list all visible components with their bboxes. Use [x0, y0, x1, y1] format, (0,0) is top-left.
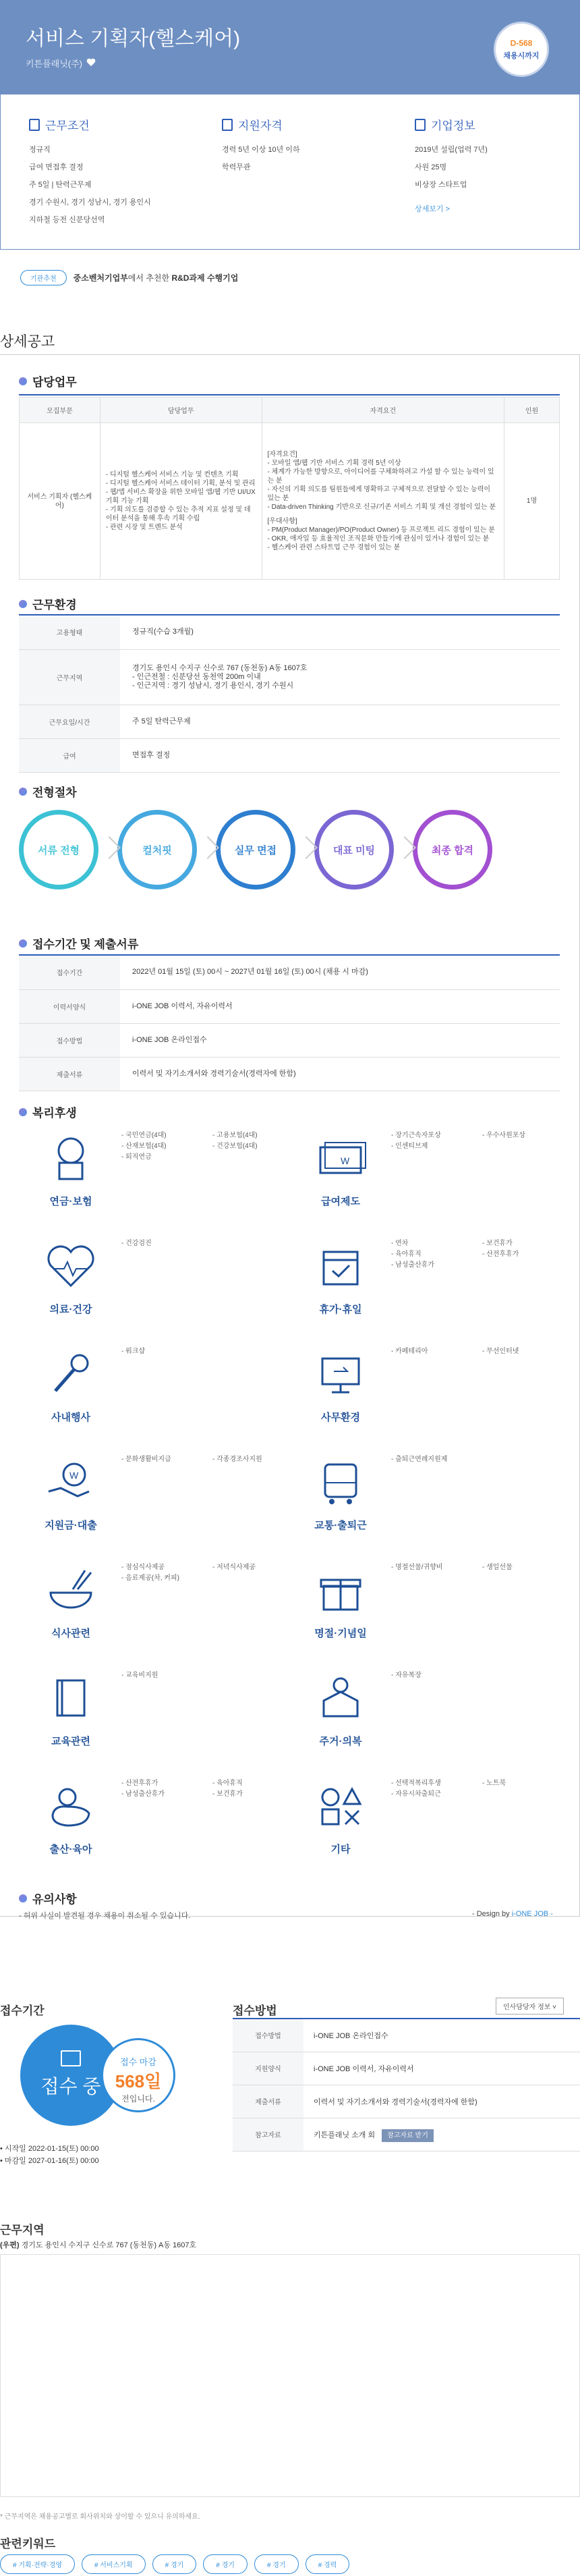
benefit-item: - 연차: [391, 1238, 482, 1249]
benefit-item: - 육아휴직: [212, 1778, 303, 1789]
deadline-circle: [101, 2038, 175, 2112]
caution-title: 유의사항: [32, 1893, 77, 1906]
env-value: 정규직(수습 3개월): [120, 615, 560, 649]
benefit-item: - 무선인터넷: [482, 1346, 573, 1357]
certification-row: [20, 270, 238, 285]
period-value: 이력서 및 자기소개서와 경력기술서(경력자에 한함): [120, 1057, 560, 1091]
download-reference-button[interactable]: 참고자료 받기: [382, 2129, 434, 2142]
company-name[interactable]: 키튼플래닛(주): [26, 59, 83, 69]
period-value: 2022년 01월 15일 (토) 00시 ~ 2027년 01월 16일 (토) 00시 (채용 시 마감): [120, 956, 560, 989]
job-summary: [0, 94, 580, 250]
method-label: 제출서류: [233, 2085, 303, 2118]
benefit-item: - 선택적복리후생: [391, 1778, 482, 1789]
method-value: i-ONE JOB 이력서, 자유이력서: [303, 2052, 580, 2085]
duck-icon: [40, 1778, 101, 1832]
benefit-name: 기타: [330, 1844, 351, 1855]
svg-text:W: W: [341, 1155, 350, 1166]
benefit-item: - 노트북: [482, 1778, 573, 1789]
process-step: 실무 면접: [216, 810, 295, 889]
process-steps: [19, 810, 492, 889]
process-step: 대표 미팅: [314, 810, 394, 889]
period-label: 제출서류: [19, 1057, 120, 1091]
bullet-dot-icon: [19, 600, 27, 608]
method-value: 키튼플래닛 소개 회: [314, 2131, 376, 2139]
benefit-name: 사내행사: [51, 1412, 90, 1423]
heart-icon[interactable]: [86, 59, 96, 67]
gift-icon: [310, 1562, 371, 1616]
method-table: [233, 2018, 580, 2152]
company-item: 비상장 스타트업: [415, 181, 467, 189]
benefit-group: [34, 1454, 303, 1569]
benefit-item: - 국민연금(4대): [121, 1130, 212, 1141]
process-step: 최종 합격: [413, 810, 492, 889]
clothes-icon: [310, 1670, 371, 1724]
method-label: 지원양식: [233, 2052, 303, 2085]
benefit-items: [391, 1454, 573, 1465]
method-value: 이력서 및 자기소개서와 경력기술서(경력자에 한함): [303, 2085, 580, 2118]
benefit-item: - 출퇴근연례지원제: [391, 1454, 482, 1465]
keywords-list: [0, 2554, 349, 2574]
benefit-item: - 산전후휴가: [482, 1249, 573, 1260]
benefit-item: - 인센티브제: [391, 1141, 482, 1152]
benefit-name: 식사관련: [51, 1628, 90, 1639]
duties-table: [19, 397, 560, 580]
benefit-item: - 보건휴가: [212, 1789, 303, 1800]
benefit-name: 휴가·휴일: [319, 1304, 362, 1315]
task-line: - 웹/앱 서비스 확장을 위한 모바일 앱/웹 기반 UI/UX 기획 기능 기획: [105, 489, 256, 505]
benefit-item: - 보건휴가: [482, 1238, 573, 1249]
period-value: i-ONE JOB 이력서, 자유이력서: [120, 989, 560, 1023]
location-address: 경기도 용인시 수지구 신수로 767 (동천동) A동 1607호: [19, 2241, 197, 2249]
meal-icon: [40, 1562, 101, 1616]
benefit-group: [303, 1130, 573, 1245]
company-name-row: [26, 57, 96, 70]
deadline-suffix: 전입니다.: [121, 2094, 155, 2104]
apply-start: • 시작일 2022-01-15(토) 00:00: [0, 2145, 99, 2153]
svg-text:W: W: [69, 1470, 79, 1481]
benefit-item: - 저녁식사제공: [212, 1562, 303, 1573]
duties-header: 담당업무: [100, 398, 262, 423]
calendar-icon: [310, 1238, 371, 1292]
task-line: - 디지털 헬스케어 서비스 데이터 기획, 분석 및 관리: [105, 480, 256, 487]
deadline-days: 568일: [115, 2071, 162, 2091]
benefit-name: 교육관련: [51, 1736, 90, 1747]
keyword-tag[interactable]: # 경력: [306, 2554, 350, 2574]
duties-dept: 서비스 기획자 (헬스케어): [20, 423, 100, 580]
benefit-item: - 점심식사제공: [121, 1562, 212, 1573]
benefit-item: - 산재보험(4대): [121, 1141, 212, 1152]
pension-icon: [40, 1130, 101, 1184]
caution-text: - 허위 사실이 발견될 경우 채용이 취소될 수 있습니다.: [19, 1912, 191, 1920]
money-hand-icon: [40, 1454, 101, 1508]
env-value: 주 5일 탄력근무제: [120, 705, 560, 738]
benefit-item: - 각종경조사지원: [212, 1454, 303, 1465]
apply-end: • 마감일 2027-01-16(토) 00:00: [0, 2157, 99, 2165]
dday-label: 채용시까지: [503, 52, 540, 60]
summary-conditions: [29, 116, 204, 229]
benefit-name: 명절·기념일: [314, 1628, 367, 1639]
summary-company: [415, 116, 580, 218]
benefit-name: 출산·육아: [49, 1844, 92, 1855]
benefit-item: - 생일선물: [482, 1562, 573, 1573]
keyword-tag[interactable]: # 경기: [203, 2554, 248, 2574]
detail-section-title: 상세공고: [0, 334, 55, 350]
section-divider: [19, 394, 560, 395]
benefit-group: [34, 1130, 303, 1245]
qualification-item: 경력 5년 이상 10년 이하: [222, 146, 300, 154]
benefit-group: [34, 1670, 303, 1785]
pref-title: [우대사항]: [267, 518, 297, 525]
duties-title: 담당업무: [32, 376, 77, 389]
benefit-name: 연금·보험: [49, 1196, 92, 1207]
process-step: 컬처핏: [117, 810, 197, 889]
benefit-item: - 육아휴직: [391, 1249, 482, 1260]
benefit-name: 주거·의복: [319, 1736, 362, 1747]
task-line: - 기획 의도를 검증할 수 있는 추적 지표 설정 및 데이터 분석을 통해 후속 기획 수립: [105, 506, 251, 522]
checklist-icon: [222, 119, 233, 131]
duties-header: 자격요건: [262, 398, 504, 423]
pref-line: - 헬스케어 관련 스타트업 근무 경험이 있는 분: [267, 544, 401, 551]
benefit-name: 급여제도: [321, 1196, 360, 1207]
conditions-title: 근무조건: [45, 119, 90, 132]
env-label: 근무지역: [19, 649, 120, 705]
benefit-group: [303, 1670, 573, 1785]
benefit-items: [391, 1562, 573, 1573]
benefit-item: - 자유복장: [391, 1670, 482, 1681]
location-note: * 근무지역은 채용공고별로 회사위치와 상이할 수 있으니 유의하세요.: [0, 2513, 200, 2521]
location-address-row: [0, 2239, 196, 2250]
benefit-name: 사무환경: [321, 1412, 360, 1423]
design-credit: [472, 1910, 553, 1918]
shapes-icon: [310, 1778, 371, 1832]
book-icon: [40, 1670, 101, 1724]
benefit-item: - 워크샵: [121, 1346, 212, 1357]
benefit-group: [34, 1238, 303, 1353]
health-icon: [40, 1238, 101, 1292]
chevron-right-icon: [98, 810, 117, 889]
location-tag: (우편): [0, 2241, 20, 2249]
benefit-items: [121, 1130, 303, 1163]
benefit-name: 의료·건강: [49, 1304, 92, 1315]
benefit-item: - 남성출산휴가: [121, 1789, 212, 1800]
benefit-item: - 우수사원포상: [482, 1130, 573, 1141]
chevron-right-icon: [394, 810, 413, 889]
period-label: 접수방법: [19, 1023, 120, 1057]
process-step: 서류 전형: [19, 810, 98, 889]
bullet-dot-icon: [19, 377, 27, 385]
cert-mid: 에서 추천한: [127, 273, 172, 283]
benefit-group: [303, 1238, 573, 1353]
env-label: 급여: [19, 738, 120, 772]
benefit-item: - 고용보험(4대): [212, 1130, 303, 1141]
benefit-name: 교통·출퇴근: [314, 1520, 367, 1531]
location-title: 근무지역: [0, 2224, 45, 2237]
benefit-items: [391, 1670, 573, 1681]
method-label: 접수방법: [233, 2019, 303, 2052]
keyword-tag[interactable]: # 기획·전략·경영: [0, 2554, 75, 2574]
period-label: 접수기간: [19, 956, 120, 989]
job-title: 서비스 기획자(헬스케어): [26, 28, 241, 50]
benefit-group: [303, 1454, 573, 1569]
duties-heading: [19, 373, 77, 389]
design-prefix: - Design by: [472, 1910, 512, 1918]
benefit-items: [121, 1238, 303, 1249]
req-title: [자격요건]: [267, 451, 297, 458]
period-value: i-ONE JOB 온라인접수: [120, 1023, 560, 1057]
benefit-items: [121, 1346, 303, 1357]
benefit-items: [121, 1562, 303, 1584]
condition-item: 경기 수원시, 경기 성남시, 경기 용인시: [29, 198, 151, 207]
salary-icon: [310, 1130, 371, 1184]
req-line: - 자신의 기획 의도를 팀원들에게 명확하고 구체적으로 전달할 수 있는 능력이 있는 분: [267, 486, 491, 502]
benefit-item: - 음료제공(차, 커피): [121, 1573, 212, 1584]
benefits-heading: [19, 1103, 77, 1120]
keywords-title: 관련키워드: [0, 2538, 56, 2550]
condition-item: 급여 면접후 결정: [29, 163, 84, 171]
condition-item: 정규직: [29, 146, 51, 154]
env-label: 고용형태: [19, 615, 120, 649]
method-title: 접수방법: [233, 2004, 277, 2017]
condition-item: 주 5일 | 탄력근무제: [29, 181, 92, 189]
req-line: - 체계가 가능한 방향으로, 아이디어를 구체화하려고 가설 할 수 있는 능력이 있는 분: [267, 468, 494, 485]
apply-dates: [0, 2143, 99, 2167]
company-item: 사원 25명: [415, 163, 447, 171]
company-detail-link[interactable]: 상세보기 >: [415, 205, 450, 213]
microphone-icon: [40, 1346, 101, 1400]
method-value: i-ONE JOB 온라인접수: [303, 2019, 580, 2052]
benefit-items: [391, 1346, 573, 1357]
benefit-items: [391, 1778, 573, 1800]
qualification-item: 학력무관: [222, 163, 251, 171]
pref-line: - OKR, 애자일 등 효율적인 조직문화 만들기에 관심이 있거나 경험이 있는 분: [267, 535, 490, 543]
req-line: - 모바일 앱/웹 기반 서비스 기획 경력 5년 이상: [267, 460, 401, 467]
company-item: 2019년 설립(업력 7년): [415, 146, 488, 154]
monitor-icon: [310, 1346, 371, 1400]
period-label: 이력서양식: [19, 989, 120, 1023]
design-brand: i-ONE JOB -: [511, 1910, 553, 1918]
period-heading: [19, 935, 138, 952]
map-area[interactable]: [0, 2254, 580, 2497]
cert-agency: 중소벤처기업부: [73, 273, 128, 283]
chevron-right-icon: [197, 810, 216, 889]
summary-qualifications: [222, 116, 397, 176]
book-icon: [61, 2050, 81, 2066]
apply-status: 접수 중: [40, 2076, 101, 2097]
building-icon: [415, 119, 426, 131]
benefit-group: [303, 1778, 573, 1893]
certification-badge: 기관추천: [20, 270, 67, 285]
duties-header: 인원: [504, 398, 560, 423]
benefit-group: [303, 1346, 573, 1461]
process-heading: [19, 783, 77, 800]
cert-bold: R&D과제 수행기업: [171, 273, 239, 283]
env-value: 면접후 결정: [120, 738, 560, 772]
company-info-title: 기업정보: [431, 119, 475, 132]
bus-icon: [310, 1454, 371, 1508]
benefit-item: - 장기근속자포상: [391, 1130, 482, 1141]
pref-line: - PM(Product Manager)/PO(Product Owner) 등 프로젝트 리드 경험이 있는 분: [267, 526, 495, 534]
benefit-item: - 건강보험(4대): [212, 1141, 303, 1152]
period-title: 접수기간 및 제출서류: [32, 938, 139, 951]
period-table: [19, 956, 560, 1091]
bullet-dot-icon: [19, 939, 27, 948]
bullet-dot-icon: [19, 1108, 27, 1116]
method-label: 참고자료: [233, 2118, 303, 2151]
environment-title: 근무환경: [32, 599, 77, 611]
deadline-label: 접수 마감: [120, 2057, 156, 2067]
chevron-right-icon: [295, 810, 314, 889]
benefit-item: - 교육비지원: [121, 1670, 212, 1681]
duties-tasks: [100, 423, 262, 580]
benefit-item: - 문화생활비지급: [121, 1454, 212, 1465]
dday-value: D-568: [510, 38, 533, 48]
benefit-group: [303, 1562, 573, 1677]
benefit-group: [34, 1346, 303, 1461]
benefit-items: [121, 1778, 303, 1800]
keyword-tag[interactable]: # 경기: [152, 2554, 197, 2574]
qualifications-title: 지원자격: [238, 119, 283, 132]
benefit-items: [121, 1670, 303, 1681]
benefits-title: 복리후생: [32, 1107, 77, 1120]
keyword-tag[interactable]: # 서비스기획: [82, 2554, 146, 2574]
env-label: 근무요일/시간: [19, 705, 120, 738]
task-line: - 관련 시장 및 트렌드 분석: [105, 524, 183, 531]
benefit-item: - 건강검진: [121, 1238, 212, 1249]
benefit-group: [34, 1778, 303, 1893]
benefit-item: - 카페테리아: [391, 1346, 482, 1357]
benefit-items: [391, 1238, 573, 1271]
duties-requirements: [262, 423, 504, 580]
process-title: 전형절차: [32, 786, 77, 799]
req-line: - Data-driven Thinking 기반으로 신규/기존 서비스 기획 및 개선 경험이 있는 분: [267, 503, 496, 511]
benefit-item: - 산전후휴가: [121, 1778, 212, 1789]
contact-info-button[interactable]: 인사담당자 정보 ˅: [496, 1998, 564, 2015]
bullet-dot-icon: [19, 788, 27, 796]
dday-badge: [494, 22, 549, 77]
benefit-item: - 명절선물/귀향비: [391, 1562, 482, 1573]
bullet-dot-icon: [19, 1894, 27, 1902]
benefit-items: [121, 1454, 303, 1465]
benefit-item: - 남성출산휴가: [391, 1260, 482, 1271]
benefit-item: - 자유시차출퇴근: [391, 1789, 482, 1800]
environment-heading: [19, 595, 77, 612]
env-value: 경기도 용인시 수지구 신수로 767 (동천동) A동 1607호 - 인근전철 : 신분당선 동천역 200m 이내 - 인근지역 : 경기 성남시, 경기 용인시, 경기 수원시: [120, 649, 560, 705]
keyword-tag[interactable]: # 경기: [254, 2554, 299, 2574]
environment-table: [19, 615, 560, 773]
benefit-group: [34, 1562, 303, 1677]
condition-item: 지하철 등전 신분당선역: [29, 216, 105, 224]
duties-count: 1명: [504, 423, 560, 580]
job-header: [0, 0, 580, 94]
caution-heading: [19, 1890, 77, 1907]
benefit-item: - 퇴직연금: [121, 1152, 212, 1163]
document-icon: [29, 119, 40, 131]
benefit-name: 지원금·대출: [45, 1520, 97, 1531]
duties-header: 모집부문: [20, 398, 100, 423]
apply-title: 접수기간: [0, 2004, 45, 2017]
task-line: - 디지털 헬스케어 서비스 기능 및 컨텐츠 기획: [105, 471, 239, 478]
benefit-items: [391, 1130, 573, 1152]
